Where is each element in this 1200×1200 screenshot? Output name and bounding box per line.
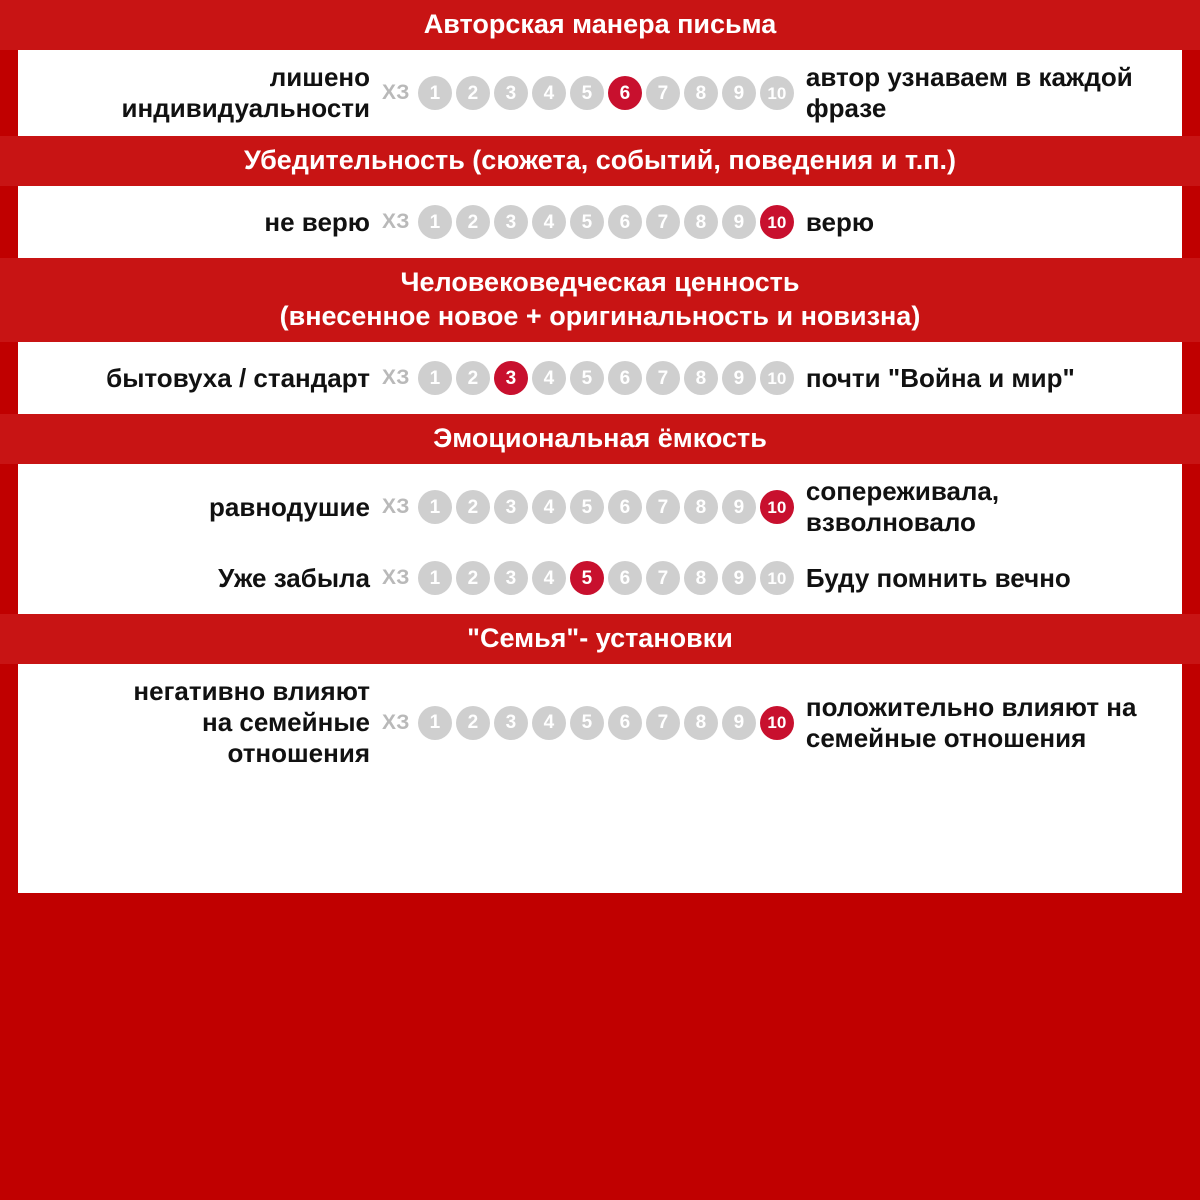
section-family-attitudes: [0, 614, 1200, 893]
row-label-right: автор узнаваем в каждой фразе: [805, 62, 1133, 123]
scale-dot-9[interactable]: 9: [722, 490, 756, 524]
rating-row: [18, 54, 1182, 132]
scale-dot-7[interactable]: 7: [646, 561, 680, 595]
scale-dot-3[interactable]: 3: [494, 561, 528, 595]
scale-dot-1[interactable]: 1: [418, 361, 452, 395]
scale-dot-9[interactable]: 9: [722, 76, 756, 110]
row-label-right: Буду помнить вечно: [805, 562, 1071, 593]
rating-scale[interactable]: [382, 76, 796, 110]
scale-dot-8[interactable]: 8: [684, 76, 718, 110]
rating-scale[interactable]: [382, 205, 796, 239]
scale-dot-5[interactable]: 5: [570, 706, 604, 740]
section-convincingness: [0, 136, 1200, 258]
scale-dot-5[interactable]: 5: [570, 76, 604, 110]
scale-dot-6[interactable]: 6: [608, 490, 642, 524]
scale-dot-8[interactable]: 8: [684, 361, 718, 395]
scale-dot-5[interactable]: 5: [570, 205, 604, 239]
section-human-value: [0, 258, 1200, 414]
scale-dot-8[interactable]: 8: [684, 205, 718, 239]
section-author-style: [0, 0, 1200, 136]
scale-unknown-label[interactable]: ХЗ: [382, 210, 410, 233]
scale-dot-9[interactable]: 9: [722, 205, 756, 239]
scale-dot-10[interactable]: 10: [760, 561, 794, 595]
scale-unknown-label[interactable]: ХЗ: [382, 366, 410, 389]
panel-emotional-capacity: [18, 464, 1182, 614]
scale-dot-4[interactable]: 4: [532, 205, 566, 239]
row-label-right: положительно влияют на семейные отношения: [805, 691, 1137, 753]
scale-dot-6[interactable]: 6: [608, 205, 642, 239]
row-label-left-line-2: на семейные: [201, 707, 370, 737]
panel-author-style: [18, 50, 1182, 136]
scale-dot-4[interactable]: 4: [532, 76, 566, 110]
scale-dot-2[interactable]: 2: [456, 561, 490, 595]
scale-dot-9[interactable]: 9: [722, 706, 756, 740]
scale-unknown-label[interactable]: ХЗ: [382, 495, 410, 518]
row-label-left: равнодушие: [209, 491, 370, 522]
scale-dot-5[interactable]: 5: [570, 561, 604, 595]
bottom-whitespace: [18, 781, 1182, 893]
rating-row: [18, 346, 1182, 410]
scale-dot-4[interactable]: 4: [532, 561, 566, 595]
row-label-left-line-1: негативно влияют: [133, 676, 370, 706]
scale-dot-10[interactable]: 10: [760, 706, 794, 740]
scale-dot-10[interactable]: 10: [760, 76, 794, 110]
panel-human-value: [18, 342, 1182, 414]
scale-dot-6[interactable]: 6: [608, 361, 642, 395]
scale-dot-9[interactable]: 9: [722, 561, 756, 595]
scale-dot-5[interactable]: 5: [570, 361, 604, 395]
rating-scale[interactable]: [382, 361, 796, 395]
scale-dot-9[interactable]: 9: [722, 361, 756, 395]
scale-dot-2[interactable]: 2: [456, 361, 490, 395]
row-label-left: не верю: [264, 206, 370, 237]
rating-scale[interactable]: [382, 490, 796, 524]
scale-dot-7[interactable]: 7: [646, 361, 680, 395]
rating-row: [18, 668, 1182, 777]
section-title-human-value: Человековедческая ценность (внесенное новое + оригинальность и новизна): [0, 258, 1200, 342]
scale-dot-2[interactable]: 2: [456, 205, 490, 239]
row-label-left: [32, 676, 382, 769]
scale-dot-1[interactable]: 1: [418, 706, 452, 740]
rating-scale[interactable]: [382, 561, 796, 595]
row-label-right: верю: [805, 206, 875, 237]
scale-dot-1[interactable]: 1: [418, 561, 452, 595]
scale-unknown-label[interactable]: ХЗ: [382, 81, 410, 104]
scale-dot-6[interactable]: 6: [608, 76, 642, 110]
scale-dot-8[interactable]: 8: [684, 706, 718, 740]
scale-dot-7[interactable]: 7: [646, 490, 680, 524]
panel-family-attitudes: [18, 664, 1182, 781]
row-label-right: сопереживала, взволновало: [805, 476, 1000, 537]
scale-dot-1[interactable]: 1: [418, 490, 452, 524]
row-label-left: бытовуха / стандарт: [106, 362, 370, 393]
section-title-author-style: Авторская манера письма: [0, 0, 1200, 50]
scale-dot-2[interactable]: 2: [456, 706, 490, 740]
scale-dot-10[interactable]: 10: [760, 361, 794, 395]
section-title-emotional-capacity: Эмоциональная ёмкость: [0, 414, 1200, 464]
scale-dot-1[interactable]: 1: [418, 205, 452, 239]
scale-dot-4[interactable]: 4: [532, 361, 566, 395]
scale-dot-3[interactable]: 3: [494, 490, 528, 524]
rating-row: [18, 546, 1182, 610]
row-label-left: лишено индивидуальности: [121, 62, 370, 123]
section-title-convincingness: Убедительность (сюжета, событий, поведения и т.п.): [0, 136, 1200, 186]
scale-dot-10[interactable]: 10: [760, 205, 794, 239]
scale-dot-8[interactable]: 8: [684, 561, 718, 595]
row-label-left-line-3: отношения: [227, 738, 370, 768]
scale-dot-3[interactable]: 3: [494, 76, 528, 110]
footer-strip: [0, 893, 1200, 911]
row-label-right: почти "Война и мир": [805, 362, 1075, 393]
scale-dot-4[interactable]: 4: [532, 490, 566, 524]
scale-unknown-label[interactable]: ХЗ: [382, 566, 410, 589]
scale-dot-5[interactable]: 5: [570, 490, 604, 524]
scale-dot-7[interactable]: 7: [646, 76, 680, 110]
scale-dot-3[interactable]: 3: [494, 361, 528, 395]
scale-dot-2[interactable]: 2: [456, 76, 490, 110]
row-label-left: Уже забыла: [218, 562, 370, 593]
scale-dot-7[interactable]: 7: [646, 706, 680, 740]
scale-dot-6[interactable]: 6: [608, 706, 642, 740]
rating-row: [18, 468, 1182, 546]
scale-dot-2[interactable]: 2: [456, 490, 490, 524]
scale-unknown-label[interactable]: ХЗ: [382, 710, 410, 734]
panel-convincingness: [18, 186, 1182, 258]
scale-dot-7[interactable]: 7: [646, 205, 680, 239]
scale-dot-6[interactable]: 6: [608, 561, 642, 595]
section-emotional-capacity: [0, 414, 1200, 614]
rating-row: [18, 190, 1182, 254]
scale-dot-8[interactable]: 8: [684, 490, 718, 524]
scale-dot-3[interactable]: 3: [494, 205, 528, 239]
scale-dot-4[interactable]: 4: [532, 706, 566, 740]
scale-dot-3[interactable]: 3: [494, 706, 528, 740]
scale-dot-10[interactable]: 10: [760, 490, 794, 524]
scale-dot-1[interactable]: 1: [418, 76, 452, 110]
section-title-family-attitudes: "Семья"- установки: [0, 614, 1200, 664]
rating-scale[interactable]: [382, 706, 796, 740]
